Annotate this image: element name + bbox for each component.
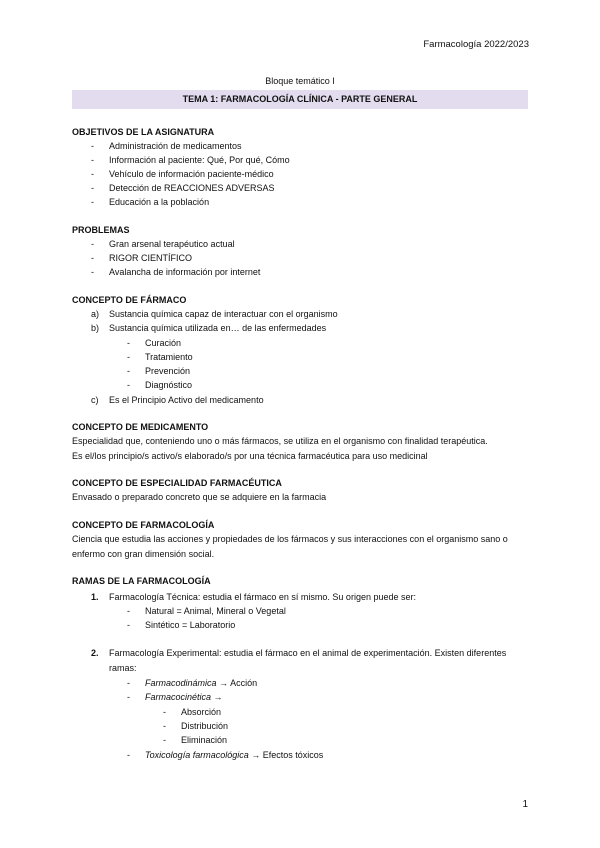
bullet-dash: - — [91, 197, 94, 207]
bullet-dash: - — [127, 750, 130, 760]
list-item: Información al paciente: Qué, Por qué, Cómo — [109, 155, 290, 165]
section-heading-ramas: RAMAS DE LA FARMACOLOGÍA — [72, 576, 211, 586]
list-item: Vehículo de información paciente-médico — [109, 169, 274, 179]
toxicologia-result: Efectos tóxicos — [262, 750, 324, 760]
section-heading-problemas: PROBLEMAS — [72, 225, 130, 235]
arrow-icon: → — [213, 692, 223, 702]
farmacodinamica-term: Farmacodinámica — [145, 678, 217, 688]
tema-title-bar: TEMA 1: FARMACOLOGÍA CLÍNICA - PARTE GENERAL — [72, 90, 528, 109]
list-item: Sustancia química capaz de interactuar con el organismo — [109, 309, 338, 319]
list-item — [145, 748, 323, 762]
list-item: Gran arsenal terapéutico actual — [109, 239, 235, 249]
list-item: Farmacología Experimental: estudia el fármaco en el animal de experimentación. Existen diferentes — [109, 648, 507, 658]
bullet-dash: - — [127, 366, 130, 376]
list-item: Tratamiento — [145, 352, 193, 362]
arrow-icon: → — [251, 750, 261, 760]
bullet-dash: - — [127, 606, 130, 616]
bullet-dash: - — [163, 721, 166, 731]
bullet-dash: - — [91, 183, 94, 193]
paragraph-line: Es el/los principio/s activo/s elaborado/s por una técnica farmacéutica para uso medicinal — [72, 451, 428, 461]
list-item — [145, 690, 223, 704]
document-header: Farmacología 2022/2023 — [423, 39, 529, 50]
bullet-dash: - — [127, 380, 130, 390]
section-heading-farmaco: CONCEPTO DE FÁRMACO — [72, 295, 187, 305]
list-marker: b) — [91, 323, 100, 333]
list-marker: 2. — [91, 648, 99, 658]
list-item: Distribución — [181, 721, 229, 731]
bullet-dash: - — [91, 253, 94, 263]
list-item: Educación a la población — [109, 197, 210, 207]
list-marker: c) — [91, 395, 99, 405]
bullet-dash: - — [91, 239, 94, 249]
section-heading-especialidad: CONCEPTO DE ESPECIALIDAD FARMACÉUTICA — [72, 478, 282, 488]
farmacodinamica-result: Acción — [230, 678, 258, 688]
paragraph-line: Ciencia que estudia las acciones y propiedades de los fármacos y sus interacciones con el organismo sano o — [72, 534, 508, 544]
list-item: Sintético = Laboratorio — [145, 620, 236, 630]
farmacocinetica-term: Farmacocinética — [145, 692, 212, 702]
section-heading-farmacologia: CONCEPTO DE FARMACOLOGÍA — [72, 520, 215, 530]
section-heading-medicamento: CONCEPTO DE MEDICAMENTO — [72, 422, 209, 432]
block-title: Bloque temático I — [265, 76, 335, 86]
list-item: Absorción — [181, 707, 222, 717]
page-number: 1 — [522, 799, 528, 810]
bullet-dash: - — [127, 352, 130, 362]
bullet-dash: - — [163, 707, 166, 717]
bullet-dash: - — [127, 620, 130, 630]
section-heading-objetivos: OBJETIVOS DE LA ASIGNATURA — [72, 127, 215, 137]
list-item: Es el Principio Activo del medicamento — [109, 395, 264, 405]
toxicologia-term: Toxicología farmacológica — [145, 750, 249, 760]
bullet-dash: - — [91, 141, 94, 151]
bullet-dash: - — [127, 678, 130, 688]
list-item: Farmacología Técnica: estudia el fármaco en sí mismo. Su origen puede ser: — [109, 592, 416, 602]
bullet-dash: - — [163, 735, 166, 745]
bullet-dash: - — [127, 338, 130, 348]
list-item — [145, 676, 257, 690]
paragraph-line: Especialidad que, conteniendo uno o más fármacos, se utiliza en el organismo con finalidad terapéutica. — [72, 436, 488, 446]
list-item: Curación — [145, 338, 182, 348]
list-item-continuation: ramas: — [109, 663, 137, 673]
paragraph-line: enfermo con gran dimensión social. — [72, 549, 215, 559]
list-marker: 1. — [91, 592, 99, 602]
list-item: Diagnóstico — [145, 380, 193, 390]
list-marker: a) — [91, 309, 100, 319]
list-item: Prevención — [145, 366, 191, 376]
list-item: Sustancia química utilizada en… de las enfermedades — [109, 323, 327, 333]
arrow-icon: → — [219, 678, 229, 688]
list-item: Administración de medicamentos — [109, 141, 242, 151]
list-item: Avalancha de información por internet — [109, 267, 261, 277]
bullet-dash: - — [127, 692, 130, 702]
bullet-dash: - — [91, 155, 94, 165]
list-item: Eliminación — [181, 735, 228, 745]
paragraph-line: Envasado o preparado concreto que se adquiere en la farmacia — [72, 492, 327, 502]
list-item: RIGOR CIENTÍFICO — [109, 253, 192, 263]
bullet-dash: - — [91, 169, 94, 179]
list-item: Natural = Animal, Mineral o Vegetal — [145, 606, 286, 616]
list-item: Detección de REACCIONES ADVERSAS — [109, 183, 275, 193]
bullet-dash: - — [91, 267, 94, 277]
